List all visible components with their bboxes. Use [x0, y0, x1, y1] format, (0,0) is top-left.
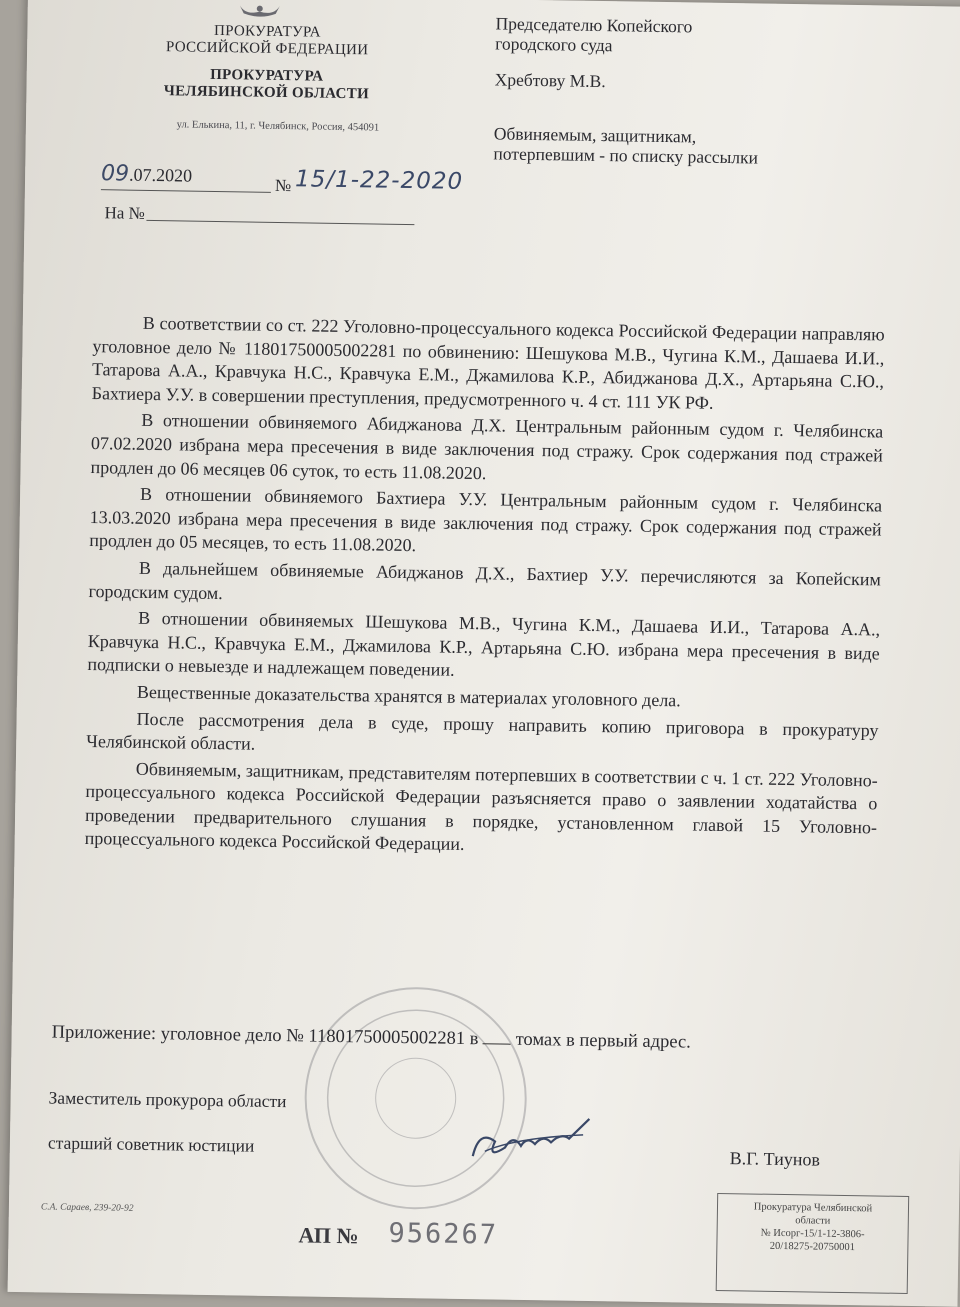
attachment-prefix: Приложение: уголовное дело № 11801750005002281 в	[51, 1022, 479, 1050]
reg-stamp-line-1: Прокуратура Челябинской	[753, 1201, 873, 1215]
reg-stamp-line-2: области	[795, 1215, 831, 1227]
org-address: ул. Елькина, 11, г. Челябинск, Россия, 454091	[176, 119, 380, 134]
org-line-2: РОССИЙСКОЙ ФЕДЕРАЦИИ	[165, 39, 369, 59]
org-line-1: ПРОКУРАТУРА	[213, 22, 321, 41]
org-line-4: ЧЕЛЯБИНСКОЙ ОБЛАСТИ	[163, 83, 370, 103]
document-page	[8, 0, 960, 1307]
reply-to-label: На №	[104, 203, 145, 223]
org-subheader	[136, 66, 397, 104]
outgoing-date	[101, 161, 271, 193]
paragraph: В дальнейшем обвиняемые Абиджанов Д.Х., Бахтиер У.У. перечисляются за Копейским городским судом.	[88, 557, 882, 603]
recipient-line-4: Обвиняемым, защитникам,	[493, 123, 697, 147]
executor-info: С.А. Сараев, 239-20-92	[40, 1202, 134, 1214]
paragraph: В отношении обвиняемого Абиджанова Д.Х. Центральным районным судом г. Челябинска 07.02.2020 избрана мера пресечения в виде заключения под стражу. Срок содержания под стражей продлен до 06 месяцев 06 суток, то есть 11.08.2020.	[90, 410, 884, 483]
recipient-line-2: городского суда	[495, 33, 613, 56]
recipient-line-5: потерпевшим - по списку рассылки	[493, 143, 759, 168]
attachment-suffix: томах в первый адрес.	[515, 1029, 692, 1053]
form-label: АП №	[298, 1222, 359, 1249]
letter-body	[84, 311, 884, 866]
reply-to-line	[146, 220, 414, 225]
recipient-court	[495, 13, 816, 58]
handwritten-signature-icon	[465, 1111, 596, 1173]
reg-stamp-line-4: 20/18275-20750001	[769, 1240, 856, 1254]
round-seal-icon	[299, 981, 533, 1215]
attachment-volumes-blank	[483, 1043, 511, 1044]
signer-position-1: Заместитель прокурора области	[48, 1087, 287, 1112]
reg-stamp-line-3: № Исорг-15/1-12-3806-	[760, 1227, 865, 1241]
form-number: 956267	[388, 1217, 499, 1251]
org-header	[137, 22, 398, 60]
paragraph: После рассмотрения дела в суде, прошу направить копию приговора в прокуратуру Челябинской области.	[86, 708, 879, 754]
paragraph: В соответствии со ст. 222 Уголовно-процессуального кодекса Российской Федерации направляю уголовное дело № 11801750005002281 по обвинению: Шешукова М.В., Чугина К.М., Дашаева И.И., Татарова А.А., Кравчука Н.С., Кравчука Е.М., Джамилова К.Р., Абиджанова Д.Х., Артарьяна С.Ю., Бахтиера У.У. в совершении преступления, предусмотренного ч. 4 ст. 111 УК РФ.	[91, 312, 885, 413]
signer-position-2: старший советник юстиции	[47, 1132, 255, 1156]
signer-name: В.Г. Тиунов	[729, 1148, 821, 1170]
outgoing-number-handwritten: 15/1-22-2020	[294, 166, 464, 195]
state-emblem-icon	[236, 3, 284, 18]
paragraph: В отношении обвиняемого Бахтиера У.У. Центральным районным судом г. Челябинска 13.03.2020 избрана мера пресечения в виде заключения под стражу. Срок содержания под стражей продлен до 05 месяцев, то есть 11.08.2020.	[89, 483, 883, 556]
number-label: №	[274, 175, 292, 196]
recipient-line-1: Председателю Копейского	[495, 13, 693, 37]
paragraph: Обвиняемым, защитникам, представителям потерпевших в соответствии с ч. 1 ст. 222 Уголовно-процессуального кодекса Российской Федерации разъясняется право о заявлении ходатайства о проведении предварительного слушания в порядке, установленном главой 15 Уголовно-процессуального кодекса Российской Федерации.	[84, 758, 878, 855]
recipient-parties	[493, 123, 854, 169]
paragraph: Вещественные доказательства хранятся в материалах уголовного дела.	[136, 681, 681, 711]
registration-stamp	[716, 1193, 910, 1294]
paragraph: В отношении обвиняемых Шешукова М.В., Чугина К.М., Дашаева И.И., Татарова А.А., Кравчука Н.С., Кравчука Е.М., Джамилова К.Р., Артарьяна С.Ю. избрана мера пресечения в виде подписки о невыезде и надлежащем поведении.	[87, 607, 881, 681]
date-month-year: .07.2020	[128, 164, 193, 186]
org-line-3: ПРОКУРАТУРА	[210, 66, 324, 85]
recipient-judge: Хребтову М.В.	[494, 69, 606, 92]
date-day-handwritten: 09	[100, 161, 130, 187]
